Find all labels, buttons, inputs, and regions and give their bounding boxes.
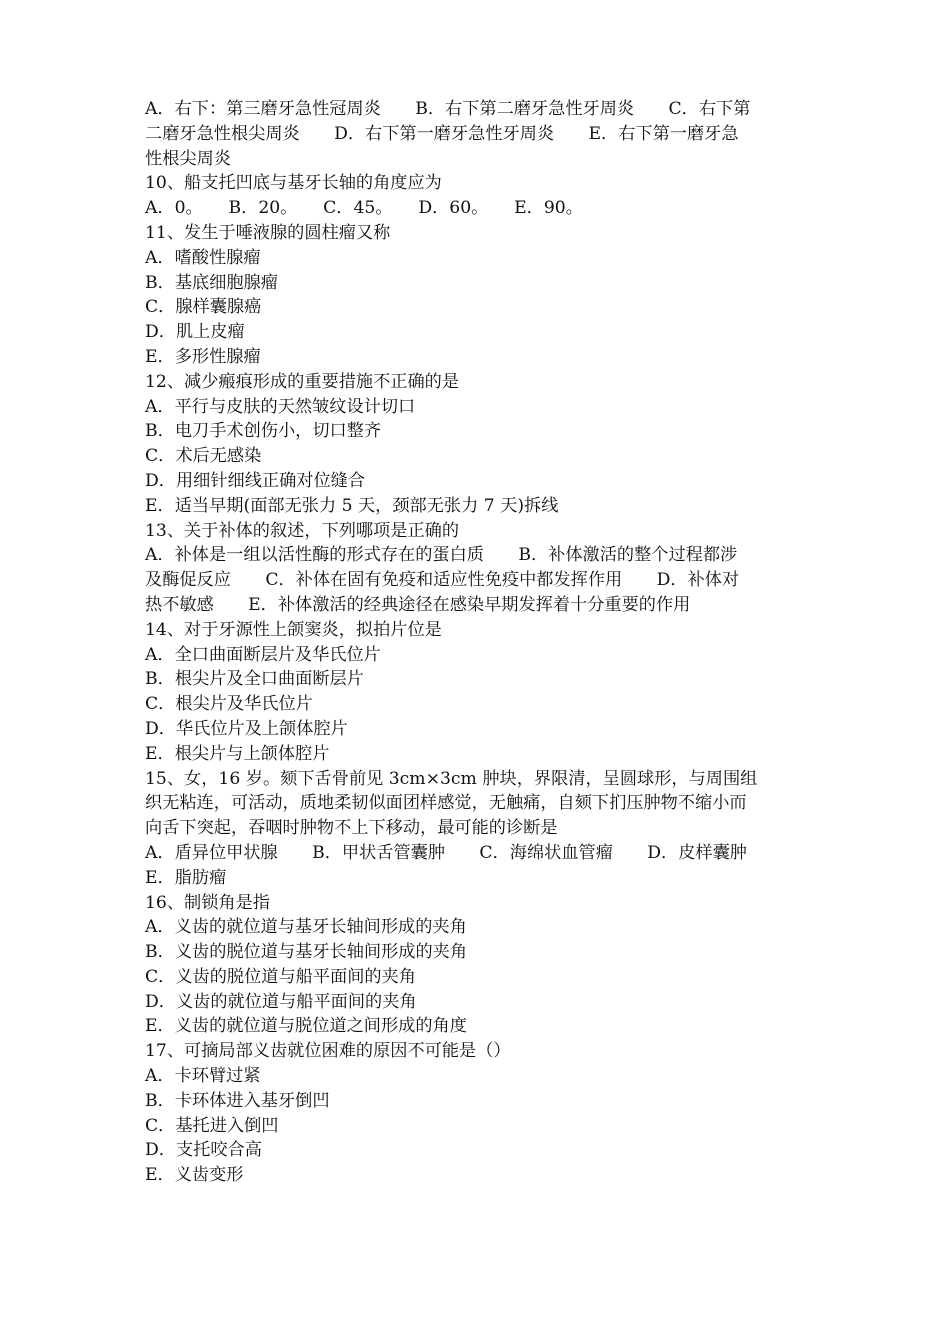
question-stem: 15、女，16 岁。颏下舌骨前见 3cm×3cm 肿块，界限清，呈圆球形，与周围组	[145, 768, 758, 789]
question-16	[145, 891, 810, 1040]
option-line: A．盾异位甲状腺 B．甲状舌管囊肿 C．海绵状血管瘤 D．皮样囊肿	[145, 842, 747, 863]
option-d: D．用细针细线正确对位缝合	[145, 470, 366, 491]
question-9-options	[145, 97, 810, 171]
question-13	[145, 519, 810, 618]
option-e: E．根尖片与上颌体腔片	[145, 743, 330, 764]
option-c: C．基托进入倒凹	[145, 1115, 279, 1136]
option-b: B．电刀手术创伤小，切口整齐	[145, 421, 382, 442]
option-b: B．根尖片及全口曲面断层片	[145, 669, 364, 690]
option-d: D．华氏位片及上颌体腔片	[145, 718, 348, 739]
question-stem: 10、船支托凹底与基牙长轴的角度应为	[145, 173, 442, 194]
option-d: D．支托咬合高	[145, 1140, 262, 1161]
option-e: E．义齿变形	[145, 1165, 244, 1186]
question-stem: 11、发生于唾液腺的圆柱瘤又称	[145, 222, 391, 243]
option-e: E．多形性腺瘤	[145, 346, 261, 367]
option-c: C．根尖片及华氏位片	[145, 694, 313, 715]
option-e: E．脂肪瘤	[145, 867, 227, 888]
option-c: C．腺样囊腺癌	[145, 297, 262, 318]
option-line: A．0。 B．20。 C．45。 D．60。 E．90。	[145, 198, 583, 219]
text-line: 二磨牙急性根尖周炎 D．右下第一磨牙急性牙周炎 E．右下第一磨牙急	[145, 123, 739, 144]
text-line: 性根尖周炎	[145, 148, 231, 169]
question-11	[145, 221, 810, 370]
option-b: B．义齿的脱位道与基牙长轴间形成的夹角	[145, 942, 468, 963]
option-a: A．全口曲面断层片及华氏位片	[145, 644, 381, 665]
option-d: D．肌上皮瘤	[145, 322, 245, 343]
question-stem: 13、关于补体的叙述，下列哪项是正确的	[145, 520, 460, 541]
option-a: A．卡环臂过紧	[145, 1066, 261, 1087]
question-stem: 向舌下突起，吞咽时肿物不上下移动，最可能的诊断是	[145, 818, 558, 839]
option-c: C．义齿的脱位道与船平面间的夹角	[145, 966, 416, 987]
option-line: 热不敏感 E．补体激活的经典途径在感染早期发挥着十分重要的作用	[145, 594, 691, 615]
question-stem: 织无粘连，可活动，质地柔韧似面团样感觉，无触痛，自颏下扪压肿物不缩小而	[145, 793, 747, 814]
option-e: E．适当早期(面部无张力 5 天，颈部无张力 7 天)拆线	[145, 495, 559, 516]
option-b: B．卡环体进入基牙倒凹	[145, 1090, 330, 1111]
option-b: B．基底细胞腺瘤	[145, 272, 278, 293]
question-15	[145, 767, 810, 891]
question-stem: 17、可摘局部义齿就位困难的原因不可能是（）	[145, 1041, 511, 1062]
question-stem: 16、制锁角是指	[145, 892, 270, 913]
option-line: 及酶促反应 C．补体在固有免疫和适应性免疫中都发挥作用 D．补体对	[145, 570, 740, 591]
option-d: D．义齿的就位道与船平面间的夹角	[145, 991, 417, 1012]
option-a: A．义齿的就位道与基牙长轴间形成的夹角	[145, 917, 467, 938]
question-14	[145, 618, 810, 767]
option-e: E．义齿的就位道与脱位道之间形成的角度	[145, 1016, 467, 1037]
text-line: A．右下：第三磨牙急性冠周炎 B．右下第二磨牙急性牙周炎 C．右下第	[145, 99, 751, 119]
question-10	[145, 171, 810, 221]
option-c: C．术后无感染	[145, 446, 262, 467]
option-a: A．嗜酸性腺瘤	[145, 247, 261, 268]
question-17	[145, 1039, 810, 1188]
question-stem: 14、对于牙源性上颌窦炎，拟拍片位是	[145, 619, 442, 640]
option-line: A．补体是一组以活性酶的形式存在的蛋白质 B．补体激活的整个过程都涉	[145, 545, 738, 566]
option-a: A．平行与皮肤的天然皱纹设计切口	[145, 396, 416, 417]
question-12	[145, 370, 810, 519]
question-stem: 12、减少瘢痕形成的重要措施不正确的是	[145, 371, 460, 392]
